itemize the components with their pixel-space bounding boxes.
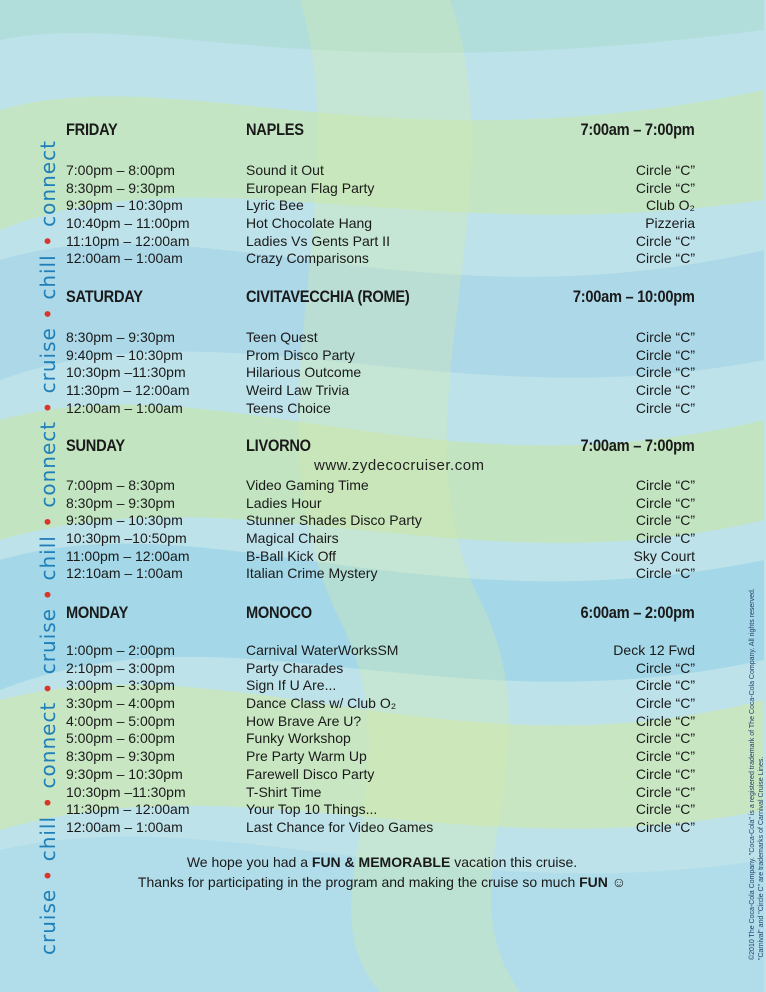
event-activity: Italian Crime Mystery: [246, 565, 378, 582]
event-row: [0, 642, 764, 660]
event-activity: Funky Workshop: [246, 730, 351, 747]
event-location: Circle “C”: [635, 494, 695, 511]
tagline-word: cruise: [36, 608, 60, 675]
separator-dot: •: [36, 507, 60, 536]
event-time: 12:00am – 1:00am: [66, 399, 183, 416]
tagline-word: chill: [36, 254, 60, 300]
event-time: 10:30pm –11:30pm: [66, 783, 186, 800]
event-row: [0, 695, 764, 713]
event-location: Circle “C”: [635, 530, 695, 547]
event-list: [0, 329, 764, 417]
event-row: [0, 748, 764, 766]
event-row: [0, 364, 764, 382]
port-hours: 7:00am – 7:00pm: [581, 436, 695, 455]
closing-line-2: Thanks for participating in the program and making the cruise so much FUN ☺: [137, 874, 627, 890]
event-time: 8:30pm – 9:30pm: [66, 329, 175, 345]
separator-dot: •: [36, 393, 60, 421]
event-activity: Ladies Hour: [246, 494, 322, 511]
event-location: Circle “C”: [635, 712, 695, 729]
event-activity: Ladies Vs Gents Part II: [246, 232, 390, 249]
event-time: 12:10am – 1:00am: [66, 565, 183, 582]
event-time: 9:30pm – 10:30pm: [66, 197, 183, 214]
event-time: 3:30pm – 4:00pm: [66, 695, 175, 712]
event-location: Circle “C”: [635, 512, 695, 529]
event-location: Circle “C”: [635, 801, 695, 818]
tagline-word: connect: [36, 140, 60, 227]
event-activity: Last Chance for Video Games: [246, 818, 434, 835]
separator-dot: •: [36, 861, 60, 889]
event-row: [0, 162, 764, 180]
event-activity: Sign If U Are...: [246, 677, 337, 694]
separator-dot: •: [36, 788, 60, 816]
event-location: Club O₂: [645, 197, 695, 214]
event-activity: Teens Choice: [246, 399, 331, 416]
event-time: 2:10pm – 3:00pm: [66, 659, 175, 676]
event-row: [0, 215, 764, 233]
event-row: [0, 548, 764, 566]
event-activity: Teen Quest: [246, 329, 318, 345]
event-list: [0, 162, 764, 268]
event-activity: B-Ball Kick Off: [246, 547, 336, 564]
event-row: [0, 784, 764, 802]
tagline-word: connect: [36, 420, 60, 508]
event-row: [0, 512, 764, 530]
event-activity: Pre Party Warm Up: [246, 748, 367, 765]
event-activity: Carnival WaterWorksSM: [246, 642, 399, 658]
legal-line-1: ©2010 The Coca-Cola Company. "Coca-Cola" is a registered trademark of The Coca-Cola Company. All rights reserved.: [749, 588, 756, 960]
event-location: Circle “C”: [635, 382, 695, 399]
event-activity: How Brave Are U?: [246, 712, 362, 729]
event-time: 11:30pm – 12:00am: [66, 801, 190, 818]
port-hours: 6:00am – 2:00pm: [581, 603, 695, 622]
closing-line-1: We hope you had a FUN & MEMORABLE vacation this cruise.: [186, 854, 578, 870]
event-location: Circle “C”: [635, 748, 695, 765]
event-time: 12:00am – 1:00am: [66, 818, 183, 835]
event-time: 12:00am – 1:00am: [66, 250, 183, 267]
event-activity: Farewell Disco Party: [246, 765, 375, 782]
event-time: 9:40pm – 10:30pm: [66, 346, 183, 363]
event-location: Circle “C”: [635, 399, 695, 416]
event-list: [0, 642, 764, 837]
port-hours: 7:00am – 7:00pm: [581, 120, 695, 139]
event-row: [0, 347, 764, 365]
tagline-word: connect: [36, 701, 60, 789]
event-row: [0, 233, 764, 251]
separator-dot: •: [36, 580, 60, 608]
event-activity: Hot Chocolate Hang: [246, 215, 373, 232]
separator-dot: •: [36, 674, 60, 702]
event-time: 10:30pm –11:30pm: [66, 364, 186, 381]
event-location: Circle “C”: [635, 364, 695, 381]
event-activity: Sound it Out: [246, 162, 324, 178]
event-time: 8:30pm – 9:30pm: [66, 179, 175, 196]
event-location: Circle “C”: [635, 783, 695, 800]
event-time: 8:30pm – 9:30pm: [66, 748, 175, 765]
port-heading: NAPLES: [246, 120, 304, 139]
event-row: [0, 329, 764, 347]
event-list: [0, 477, 764, 583]
event-time: 11:00pm – 12:00am: [66, 547, 190, 564]
event-row: [0, 382, 764, 400]
event-row: [0, 530, 764, 548]
event-activity: Lyric Bee: [246, 197, 304, 214]
day-heading: MONDAY: [66, 603, 129, 622]
tagline-word: chill: [36, 815, 60, 862]
port-hours: 7:00am – 10:00pm: [573, 287, 695, 306]
event-location: Pizzeria: [645, 215, 695, 232]
event-activity: Stunner Shades Disco Party: [246, 512, 422, 529]
event-time: 7:00pm – 8:00pm: [66, 162, 175, 178]
event-row: [0, 197, 764, 215]
event-row: [0, 477, 764, 495]
event-location: Sky Court: [633, 547, 695, 564]
event-row: [0, 801, 764, 819]
event-location: Circle “C”: [635, 659, 695, 676]
watermark: www.zydecocruiser.com: [314, 457, 485, 474]
separator-dot: •: [36, 226, 60, 255]
event-row: [0, 400, 764, 418]
event-location: Circle “C”: [635, 477, 695, 493]
port-heading: LIVORNO: [246, 436, 311, 455]
event-activity: Weird Law Trivia: [246, 382, 350, 399]
event-time: 9:30pm – 10:30pm: [66, 765, 183, 782]
event-row: [0, 495, 764, 513]
port-heading: MONOCO: [246, 603, 312, 622]
event-location: Circle “C”: [635, 250, 695, 267]
event-location: Circle “C”: [635, 730, 695, 747]
event-time: 10:30pm –10:50pm: [66, 530, 187, 547]
event-row: [0, 250, 764, 268]
event-location: Circle “C”: [635, 695, 695, 712]
event-activity: Party Charades: [246, 659, 344, 676]
event-location: Circle “C”: [635, 232, 695, 249]
event-row: [0, 730, 764, 748]
event-time: 4:00pm – 5:00pm: [66, 712, 175, 729]
event-location: Circle “C”: [635, 329, 695, 345]
event-row: [0, 677, 764, 695]
event-activity: Your Top 10 Things...: [246, 801, 378, 818]
tagline-word: cruise: [36, 888, 60, 955]
event-activity: T-Shirt Time: [246, 783, 322, 800]
event-location: Deck 12 Fwd: [613, 642, 695, 658]
event-activity: Magical Chairs: [246, 530, 339, 547]
event-row: [0, 766, 764, 784]
event-location: Circle “C”: [635, 677, 695, 694]
event-time: 10:40pm – 11:00pm: [66, 215, 190, 232]
event-time: 3:00pm – 3:30pm: [66, 677, 175, 694]
day-heading: SUNDAY: [66, 436, 125, 455]
event-location: Circle “C”: [635, 765, 695, 782]
event-activity: Crazy Comparisons: [246, 250, 369, 267]
event-location: Circle “C”: [635, 818, 695, 835]
event-time: 11:10pm – 12:00am: [66, 232, 190, 249]
event-time: 5:00pm – 6:00pm: [66, 730, 175, 747]
event-activity: European Flag Party: [246, 179, 375, 196]
event-row: [0, 660, 764, 678]
separator-dot: •: [36, 299, 60, 328]
tagline-word: chill: [36, 535, 60, 581]
day-heading: FRIDAY: [66, 120, 118, 139]
event-location: Circle “C”: [635, 162, 695, 178]
event-time: 11:30pm – 12:00am: [66, 382, 190, 399]
day-heading: SATURDAY: [66, 287, 143, 306]
port-heading: CIVITAVECCHIA (ROME): [246, 287, 410, 306]
event-row: [0, 565, 764, 583]
event-time: 9:30pm – 10:30pm: [66, 512, 183, 529]
event-location: Circle “C”: [635, 179, 695, 196]
event-location: Circle “C”: [635, 565, 695, 582]
tagline-word: cruise: [36, 327, 60, 394]
event-time: 8:30pm – 9:30pm: [66, 494, 175, 511]
event-activity: Prom Disco Party: [246, 346, 355, 363]
legal-line-2: "Carnival" and "Circle C" are trademarks of Carnival Cruise Lines.: [758, 756, 765, 960]
event-row: [0, 180, 764, 198]
event-location: Circle “C”: [635, 346, 695, 363]
event-time: 1:00pm – 2:00pm: [66, 642, 175, 658]
event-activity: Video Gaming Time: [246, 477, 369, 493]
event-time: 7:00pm – 8:30pm: [66, 477, 175, 493]
closing-message: [0, 852, 764, 892]
event-activity: Hilarious Outcome: [246, 364, 362, 381]
event-row: [0, 713, 764, 731]
event-row: [0, 819, 764, 837]
event-activity: Dance Class w/ Club O₂: [246, 695, 397, 712]
